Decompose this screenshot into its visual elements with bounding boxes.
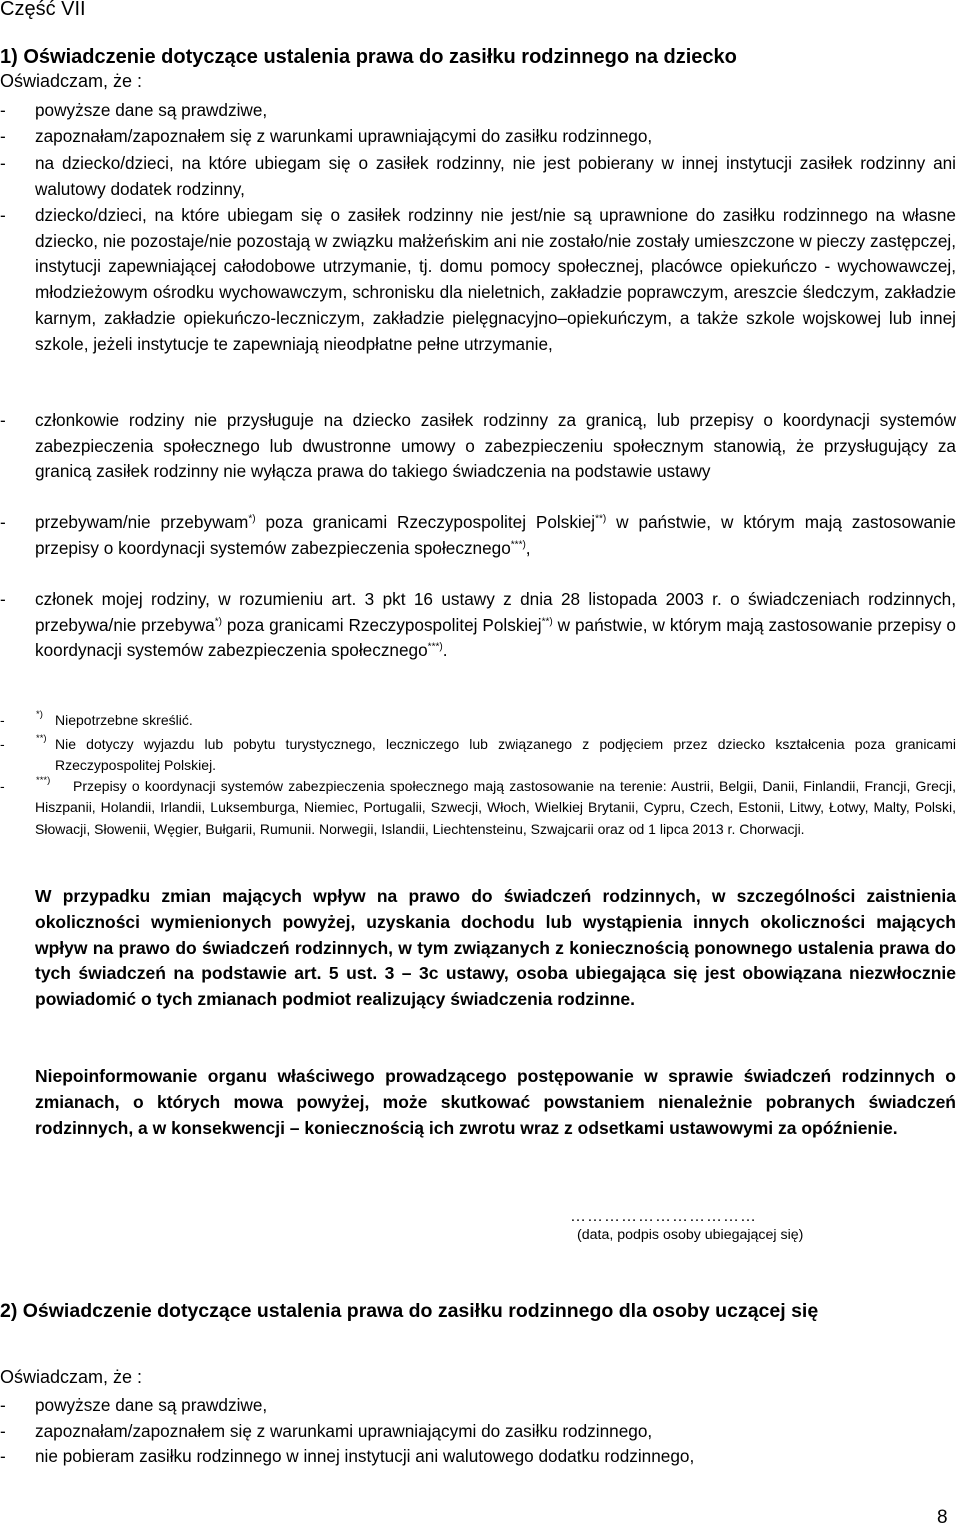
list-dash: -	[0, 100, 6, 120]
list-item	[0, 124, 956, 150]
page-number: 8	[937, 1507, 948, 1528]
list-item	[0, 408, 956, 485]
section1-declaration: Oświadczam, że :	[0, 71, 143, 91]
list-item	[0, 1444, 956, 1470]
non-notification-notice: Niepoinformowanie organu właściwego prowadzącego postępowanie w sprawie świadczeń rodzinnych o zmianach, o których mowa powyżej, może skutkować powstaniem nienależnie pobranych świadczeń rodzinnych, a w konsekwencji – koniecznością ich zwrotu wraz z odsetkami ustawowymi za opóźnienie.	[35, 1066, 956, 1138]
list-item-text: zapoznałam/zapoznałem się z warunkami uprawniającymi do zasiłku rodzinnego,	[35, 1421, 653, 1441]
list-item-text: nie pobieram zasiłku rodzinnego w innej instytucji ani walutowego dodatku rodzinnego,	[35, 1446, 695, 1466]
list-item-text: członkowie rodziny nie przysługuje na dziecko zasiłek rodzinny za granicą, lub przepisy o koordynacji systemów zabezpieczenia społecznego lub dwustronne umowy o zabezpieczeniu społecznym stanowią, że przysługujący za granicą zasiłek rodzinny nie wyłącza prawa do takiego świadczenia na podstawie ustawy	[35, 410, 956, 482]
footnote-text: Przepisy o koordynacji systemów zabezpieczenia społecznego mają zastosowanie na terenie: Austrii, Belgii, Danii, Finlandii, Francji, Grecji, Hiszpanii, Holandii, Irlandii, Luksemburga, Niemiec, Portugalii, Szwecji, Włoch, Wielkiej Brytanii, Cypru, Czech, Estonii, Litwy, Łotwy, Malty, Polski, Słowacji, Słowenii, Węgier, Bułgarii, Rumunii. Norwegii, Islandii, Liechtensteinu, Szwajcarii oraz od 1 lipca 2013 r. Chorwacji.	[35, 778, 956, 837]
list-item-text: przebywam/nie przebywam*) poza granicami Rzeczypospolitej Polskiej**) w państwie, w którym mają zastosowanie przepisy o koordynacji systemów zabezpieczenia społecznego***),	[35, 512, 956, 558]
list-dash: -	[0, 126, 6, 146]
list-item-text: zapoznałam/zapoznałem się z warunkami uprawniającymi do zasiłku rodzinnego,	[35, 126, 653, 146]
footnote: - *) Niepotrzebne skreślić.	[0, 710, 956, 731]
section1-title: 1) Oświadczenie dotyczące ustalenia prawa do zasiłku rodzinnego na dziecko	[0, 46, 737, 68]
list-item	[0, 1419, 956, 1445]
part-title: Część VII	[0, 0, 86, 20]
signature-caption: (data, podpis osoby ubiegającej się)	[577, 1227, 804, 1243]
footnote-mark: **)	[36, 733, 47, 744]
list-item	[0, 1393, 956, 1419]
footnote-text: Nie dotyczy wyjazdu lub pobytu turystycznego, leczniczego lub związanego z podjęciem przez dziecko kształcenia poza granicami Rzeczypospolitej Polskiej.	[55, 736, 956, 774]
list-item-text: na dziecko/dzieci, na które ubiegam się o zasiłek rodzinny, nie jest pobierany w innej instytucji zasiłek rodzinny ani walutowy dodatek rodzinny,	[35, 153, 956, 199]
list-dash: -	[0, 205, 6, 225]
change-notice: W przypadku zmian mających wpływ na prawo do świadczeń rodzinnych, w szczególności zaistnienia okoliczności wymienionych powyżej, uzyskania dochodu lub wystąpienia innych okoliczności mających wpływ na prawo do świadczeń rodzinnych, w tym związanych z koniecznością ponownego ustalenia prawa do tych świadczeń na podstawie art. 5 ust. 3 – 3c ustawy, osoba ubiegająca się jest obowiązana niezwłocznie powiadomić o tych zmianach podmiot realizujący świadczenia rodzinne.	[35, 886, 956, 1010]
list-item	[0, 587, 956, 664]
footnote: - **) Nie dotyczy wyjazdu lub pobytu turystycznego, leczniczego lub związanego z podjęciem przez dziecko kształcenia poza granicami Rzeczypospolitej Polskiej.	[0, 734, 956, 777]
list-dash: -	[0, 153, 6, 173]
section2-title: 2) Oświadczenie dotyczące ustalenia prawa do zasiłku rodzinnego dla osoby uczącej się	[0, 1300, 819, 1322]
list-item	[0, 203, 956, 357]
list-item	[0, 98, 956, 124]
list-item-text: członek mojej rodziny, w rozumieniu art. 3 pkt 16 ustawy z dnia 28 listopada 2003 r. o świadczeniach rodzinnych, przebywa/nie przebywa*) poza granicami Rzeczypospolitej Polskiej**) w państwie, w którym mają zastosowanie przepisy o koordynacji systemów zabezpieczenia społecznego***).	[35, 589, 956, 661]
list-dash: -	[0, 410, 6, 430]
footnote-text: Niepotrzebne skreślić.	[55, 712, 193, 728]
list-dash: -	[0, 1395, 6, 1415]
section2-declaration: Oświadczam, że :	[0, 1367, 143, 1387]
list-dash: -	[0, 589, 6, 609]
list-item-text: powyższe dane są prawdziwe,	[35, 1395, 268, 1415]
list-dash: -	[0, 512, 6, 532]
footnote-mark: *)	[36, 709, 43, 720]
list-item-text: dziecko/dzieci, na które ubiegam się o zasiłek rodzinny nie jest/nie są uprawnione do zasiłku rodzinnego na własne dziecko, nie pozostaje/nie pozostają w związku małżeńskim ani nie zostało/nie zostały umieszczone w pieczy zastępczej, instytucji zapewniającej całodobowe utrzymanie, tj. domu pomocy społecznej, placówce opiekuńczo - wychowawczej, młodzieżowym ośrodku wychowawczym, schronisku dla nieletnich, zakładzie poprawczym, areszcie śledczym, zakładzie karnym, zakładzie opiekuńczo-leczniczym, zakładzie pielęgnacyjno–opiekuńczym, a także szkole wojskowej lub innej szkole, jeżeli instytucje te zapewniają nieodpłatne pełne utrzymanie,	[35, 205, 956, 354]
list-item-text: powyższe dane są prawdziwe,	[35, 100, 268, 120]
list-item	[0, 510, 956, 561]
signature-line: ……………………………	[570, 1208, 757, 1225]
list-dash: -	[0, 1446, 6, 1466]
footnote: - ***) Przepisy o koordynacji systemów zabezpieczenia społecznego mają zastosowanie na terenie: Austrii, Belgii, Danii, Finlandii, Francji, Grecji, Hiszpanii, Holandii, Irlandii, Luksemburga, Niemiec, Portugalii, Szwecji, Włoch, Wielkiej Brytanii, Cypru, Czech, Estonii, Litwy, Łotwy, Malty, Polski, Słowacji, Słowenii, Węgier, Bułgarii, Rumunii. Norwegii, Islandii, Liechtensteinu, Szwajcarii oraz od 1 lipca 2013 r. Chorwacji.	[0, 776, 956, 840]
footnote-mark: ***)	[36, 775, 51, 786]
list-item	[0, 151, 956, 202]
list-dash: -	[0, 1421, 6, 1441]
